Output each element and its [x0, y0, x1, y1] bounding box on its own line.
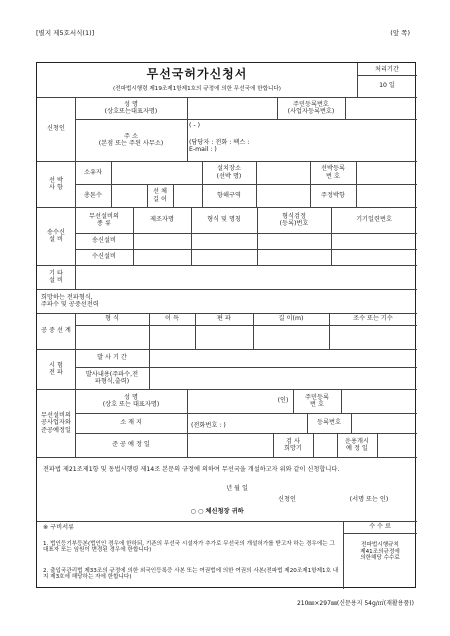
- ship-owner-label: 소유자: [84, 168, 102, 176]
- equipment-model-label: 형식 및 명칭: [207, 216, 241, 224]
- equipment-maker-label: 제조자명: [150, 216, 174, 224]
- antenna-gain-label: 이 득: [165, 315, 179, 323]
- equipment-tx-label: 송신설비: [92, 237, 116, 245]
- equipment-cert-label: 형식검정 (등록)번호: [279, 212, 309, 227]
- application-form: [36, 62, 416, 588]
- test-period-label: 발 사 기 간: [97, 354, 127, 362]
- applicant-contact: (담당자 : 전화 : 팩스 : E-mail : ): [189, 138, 250, 153]
- application-statement: 전파법 제21조제1항 및 동법시행령 제14조 본문의 규정에 의하여 무선국을 개설하고자 위와 같이 신청합니다.: [43, 466, 340, 474]
- work-name-label: 성 명 (상호 또는 대표자명): [102, 393, 160, 408]
- equipment-rx-label: 수신설비: [92, 253, 116, 261]
- application-date: 년 월 일: [226, 485, 248, 493]
- fee-description: 전파법시행규칙 제41조의규정에 의한해당 수수료: [360, 542, 400, 562]
- processing-period-label: 처리기간: [375, 65, 399, 73]
- test-content-label: 발사내용(주파수,전 파형식,출력): [85, 370, 139, 385]
- work-completion-label: 준 공 예 정 일: [112, 441, 150, 449]
- ship-reg-label: 선박등록 번 호: [321, 165, 345, 180]
- work-id-label: 주민등록 번 호: [305, 393, 329, 408]
- equipment-section-label: 송수신 설 비: [47, 228, 65, 243]
- equipment-serial-label: 기기일련번호: [356, 216, 392, 224]
- work-inspect-label: 검 사 희망기: [284, 437, 302, 452]
- work-open-label: 운용개시 예 정 일: [345, 437, 369, 452]
- processing-period-value: 10 일: [379, 82, 395, 90]
- form-title: 무선국허가신청서: [146, 67, 248, 82]
- applicant-sign-label: 신청인: [278, 496, 296, 504]
- ship-section-label: 선 박 사 항: [49, 176, 63, 191]
- test-section-label: 시 험 전 파: [49, 361, 63, 376]
- ship-port-label: 주정박항: [321, 191, 345, 199]
- form-number: [별지 제5호서식(1)]: [36, 29, 95, 37]
- ship-tonnage-label: 총톤수: [84, 191, 102, 199]
- recipient: ○ ○ 체신청장 귀하: [190, 508, 244, 516]
- work-address-label: 소 재 지: [120, 419, 142, 427]
- applicant-name-label: 성 명 (상호또는대표자명): [104, 100, 158, 115]
- applicant-zip: ( - ): [189, 122, 200, 130]
- applicant-address-label: 주 소 (본점 또는 주된 사무소): [98, 132, 164, 147]
- antenna-section-label: 공 중 선 계: [41, 327, 71, 335]
- ship-length-label: 선 체 길 이: [153, 188, 167, 203]
- required-doc-2: 2. 출입국관리법 제33조의 규정에 의한 외국인등록증 사본 또는 여권법에 의한 여권의 사본(전파법 제20조제1항제1호 내지 제3호에 해당하는 자에 한합니다): [43, 567, 339, 580]
- required-doc-1: 1. 법인등기부등본(법인인 경우에 한하되, 기존의 무선국 시설자가 추가로 무선국의 개설허가를 받고자 하는 경우에는 그 대표자 또는 임원이 변경된 경우에 한합니다): [43, 540, 335, 553]
- page-side: (앞 쪽): [390, 29, 410, 37]
- antenna-count-label: 조수 또는 기수: [353, 315, 393, 323]
- work-reg-label: 등록번호: [317, 419, 341, 427]
- work-section-label: 무선설비의 공사업자와 준공예정일: [41, 412, 71, 434]
- antenna-length-label: 길 이(m): [278, 315, 304, 323]
- applicant-section-label: 신청인: [47, 125, 65, 133]
- work-seal-mark: (인): [277, 397, 289, 405]
- applicant-sign-space: (서명 또는 인): [349, 496, 389, 504]
- applicant-id-label: 주민등록번호 (사업자등록번호): [287, 100, 335, 115]
- antenna-type-label: 형 식: [105, 315, 119, 323]
- paper-spec: 210㎜×297㎜(신문용지 54g/㎡(재활용품)): [296, 600, 414, 607]
- required-docs-heading: ※ 구비서류: [43, 524, 75, 532]
- antenna-polar-label: 편 파: [217, 315, 231, 323]
- ship-location-label: 설치장소 (선박 명): [216, 165, 242, 180]
- equipment-type-label: 무선설비의 종 류: [89, 212, 119, 227]
- work-phone: (전화번호 : ): [191, 422, 226, 430]
- fee-label: 수 수 료: [369, 523, 391, 531]
- other-equipment-label: 기 타 설 비: [49, 269, 63, 284]
- form-basis: (전파법시행령 제19조제1항제1호의 규정에 의한 무선국에 한합니다): [113, 85, 281, 92]
- ship-area-label: 항해구역: [217, 191, 241, 199]
- desired-emission-label: 희망하는 전파형식, 주파수 및 공중선전력: [41, 293, 99, 308]
